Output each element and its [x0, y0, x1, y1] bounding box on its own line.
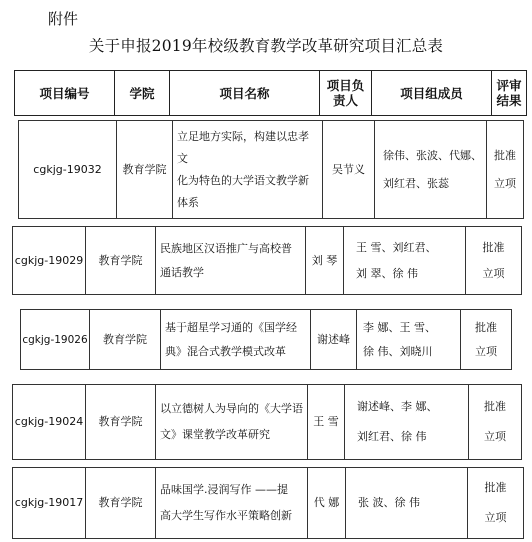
cell-result — [487, 121, 523, 218]
name-line: 高大学生写作水平策略创新 — [160, 509, 292, 522]
name-line: 立足地方实际，构建以忠孝文 — [177, 129, 309, 165]
table-row — [12, 384, 522, 460]
table-row — [18, 120, 524, 219]
name-line: 以立德树人为导向的《大学语 — [160, 402, 303, 415]
cell-leader: 谢述峰 — [311, 310, 357, 369]
cell-result — [469, 385, 521, 459]
name-line: 通话教学 — [160, 265, 204, 279]
result-line: 立项 — [484, 430, 506, 443]
result-line: 立项 — [494, 176, 516, 190]
cell-college: 教育学院 — [86, 468, 156, 538]
cell-college: 教育学院 — [117, 121, 173, 218]
result-line: 立项 — [475, 344, 497, 358]
result-line: 批准 — [475, 320, 497, 334]
header-leader: 项目负责人 — [320, 71, 372, 115]
cell-project-id: cgkjg-19026 — [21, 310, 90, 369]
result-line: 批准 — [484, 400, 506, 413]
cell-leader: 吴节义 — [323, 121, 375, 218]
member-line: 李 娜、王 雪、 — [363, 320, 436, 334]
cell-leader: 刘 琴 — [306, 227, 344, 294]
cell-result — [461, 310, 511, 369]
cell-project-name — [156, 468, 308, 538]
name-line: 典》混合式教学模式改革 — [165, 344, 286, 358]
cell-college: 教育学院 — [86, 385, 156, 459]
table-row — [12, 467, 524, 539]
cell-project-name — [161, 310, 311, 369]
cell-result — [466, 227, 521, 294]
header-project-name: 项目名称 — [170, 71, 320, 115]
cell-project-name — [156, 227, 306, 294]
header-result: 评审结果 — [496, 78, 522, 108]
name-line: 民族地区汉语推广与高校普 — [160, 241, 292, 255]
cell-leader: 王 雪 — [308, 385, 345, 459]
result-line: 批准 — [484, 481, 507, 494]
member-line: 张 波、徐 伟 — [358, 496, 420, 509]
cell-project-id: cgkjg-19029 — [13, 227, 86, 294]
cell-leader: 代 娜 — [308, 468, 346, 538]
cell-project-name — [156, 385, 308, 459]
cell-members — [345, 385, 469, 459]
cell-project-id: cgkjg-19017 — [13, 468, 86, 538]
attachment-label: 附件 — [48, 10, 79, 28]
cell-members — [375, 121, 487, 218]
member-line: 徐 伟、刘晓川 — [363, 344, 433, 358]
cell-members — [344, 227, 466, 294]
table-header — [14, 70, 527, 116]
result-line: 批准 — [494, 148, 516, 162]
member-line: 谢述峰、李 娜、 — [357, 400, 438, 413]
header-project-id: 项目编号 — [15, 71, 115, 115]
name-line: 化为特色的大学语文教学新 — [177, 173, 309, 187]
member-line: 王 雪、刘红君、 — [356, 240, 437, 254]
name-line: 体系 — [177, 195, 199, 209]
document-title: 关于申报2019年校级教育教学改革研究项目汇总表 — [88, 37, 444, 55]
cell-project-name — [173, 121, 323, 218]
header-college: 学院 — [115, 71, 170, 115]
name-line: 品味国学.浸润写作 ——提 — [160, 483, 288, 496]
cell-college: 教育学院 — [90, 310, 161, 369]
cell-members — [346, 468, 468, 538]
result-line: 批准 — [482, 240, 505, 254]
member-line: 刘 翠、徐 伟 — [356, 266, 418, 280]
cell-project-id: cgkjg-19024 — [13, 385, 86, 459]
name-line: 文》课堂教学改革研究 — [160, 428, 270, 441]
table-row — [20, 309, 512, 370]
header-members: 项目组成员 — [372, 71, 492, 115]
member-line: 刘红君、张蕊 — [383, 176, 449, 190]
result-line: 立项 — [484, 511, 507, 524]
name-line: 基于超星学习通的《国学经 — [165, 320, 297, 334]
cell-members — [357, 310, 461, 369]
member-line: 刘红君、徐 伟 — [357, 430, 427, 443]
result-line: 立项 — [482, 266, 505, 280]
member-line: 徐伟、张波、代娜、 — [383, 148, 482, 162]
cell-result — [468, 468, 523, 538]
cell-project-id: cgkjg-19032 — [19, 121, 117, 218]
cell-college: 教育学院 — [86, 227, 156, 294]
table-row — [12, 226, 522, 295]
